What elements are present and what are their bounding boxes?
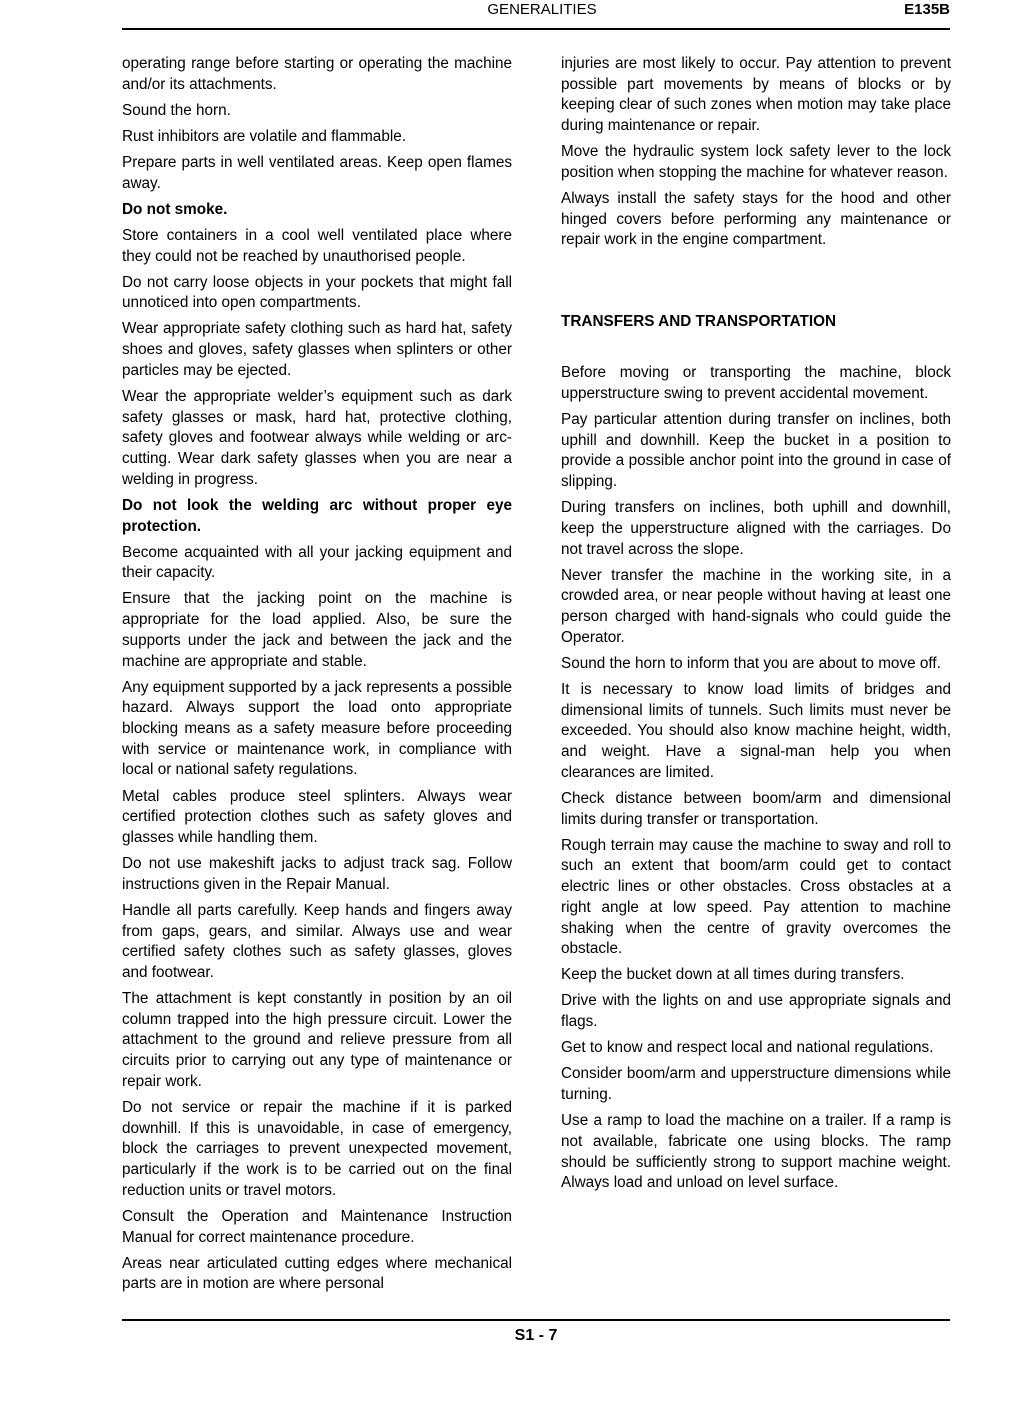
- section-title: GENERALITIES: [487, 1, 597, 18]
- page-footer: [122, 1319, 950, 1344]
- paragraph: Rust inhibitors are volatile and flammable.: [122, 127, 406, 145]
- page-header: [122, 0, 950, 30]
- paragraph: Move the hydraulic system lock safety lever to the lock position when stopping the machine for whatever reason.: [561, 143, 951, 181]
- spacer: [561, 332, 951, 363]
- paragraph: Get to know and respect local and national regulations.: [561, 1039, 934, 1057]
- warning-paragraph: Do not smoke.: [122, 200, 228, 218]
- paragraph: Become acquainted with all your jacking equipment and their capacity.: [122, 543, 512, 582]
- paragraph: Sound the horn to inform that you are about to move off.: [561, 654, 941, 672]
- model-code: E135B: [904, 1, 950, 18]
- paragraph: Do not use makeshift jacks to adjust track sag. Follow instructions given in the Repair Manual.: [122, 855, 512, 893]
- section-heading: TRANSFERS AND TRANSPORTATION: [561, 312, 837, 330]
- paragraph: Wear the appropriate welder’s equipment such as dark safety glasses or mask, hard hat, protective clothing, safety gloves and footwear always while welding or arc-cutting. Wear dark safety glasses when you are near a welding in progress.: [122, 387, 512, 488]
- paragraph: Metal cables produce steel splinters. Always wear certified protection clothes such as safety gloves and glasses while handling them.: [122, 787, 512, 846]
- paragraph: Always install the safety stays for the hood and other hinged covers before performing any maintenance or repair work in the engine compartment.: [561, 190, 951, 249]
- paragraph: Do not carry loose objects in your pockets that might fall unnoticed into open compartments.: [122, 273, 512, 312]
- paragraph: It is necessary to know load limits of bridges and dimensional limits of tunnels. Such limits must never be exceeded. You should also know machine height, width, and weight. Have a signal-man help you when clearances are limited.: [561, 681, 951, 781]
- paragraph: Check distance between boom/arm and dimensional limits during transfer or transportation.: [561, 789, 951, 828]
- paragraph: injuries are most likely to occur. Pay attention to prevent possible part movements by means of blocks or by keeping clear of such zones when motion may take place during maintenance or repair.: [561, 55, 951, 135]
- page-number: S1 - 7: [514, 1327, 558, 1344]
- paragraph: Before moving or transporting the machine, block upperstructure swing to prevent accidental movement.: [561, 364, 951, 402]
- paragraph: Pay particular attention during transfer on inclines, both uphill and downhill. Keep the bucket in a position to provide a possible anchor point into the ground in case of slipping.: [561, 411, 951, 491]
- right-column: [561, 54, 951, 1199]
- paragraph: Prepare parts in well ventilated areas. Keep open flames away.: [122, 153, 512, 192]
- paragraph: Do not service or repair the machine if it is parked downhill. If this is unavoidable, in case of emergency, block the carriages to prevent unexpected movement, particularly if the work is to be carried out on the final reduction units or travel motors.: [122, 1098, 512, 1199]
- left-column: [122, 54, 512, 1300]
- paragraph: Ensure that the jacking point on the machine is appropriate for the load applied. Also, be sure the supports under the jack and between the jack and the machine are appropriate and stable.: [122, 590, 512, 670]
- paragraph: Store containers in a cool well ventilated place where they could not be reached by unauthorised people.: [122, 226, 512, 265]
- paragraph: Consult the Operation and Maintenance Instruction Manual for correct maintenance procedure.: [122, 1207, 512, 1246]
- spacer: [561, 257, 951, 312]
- paragraph: Consider boom/arm and upperstructure dimensions while turning.: [561, 1065, 951, 1103]
- paragraph: Wear appropriate safety clothing such as hard hat, safety shoes and gloves, safety glasses when splinters or other particles may be ejected.: [122, 320, 512, 379]
- paragraph: Drive with the lights on and use appropriate signals and flags.: [561, 992, 951, 1031]
- paragraph: Keep the bucket down at all times during transfers.: [561, 966, 905, 984]
- paragraph: The attachment is kept constantly in position by an oil column trapped into the high pressure circuit. Lower the attachment to the ground and relieve pressure from all circuits prior to carrying out any type of maintenance or repair work.: [122, 990, 512, 1090]
- paragraph: Areas near articulated cutting edges where mechanical parts are in motion are where personal: [122, 1254, 512, 1293]
- paragraph: Any equipment supported by a jack represents a possible hazard. Always support the load onto appropriate blocking means as a safety measure before proceeding with service or maintenance work, in compliance with local or national safety regulations.: [122, 678, 512, 779]
- paragraph: Rough terrain may cause the machine to sway and roll to such an extent that boom/arm could get to contact electric lines or other obstacles. Cross obstacles at a right angle at low speed. Pay attention to machine shaking when the centre of gravity overcomes the obstacle.: [561, 836, 951, 958]
- paragraph: Use a ramp to load the machine on a trailer. If a ramp is not available, fabricate one using blocks. The ramp should be sufficiently strong to support machine weight. Always load and unload on level surface.: [561, 1112, 951, 1192]
- paragraph: operating range before starting or operating the machine and/or its attachments.: [122, 55, 512, 93]
- paragraph: Sound the horn.: [122, 101, 231, 119]
- warning-paragraph: Do not look the welding arc without proper eye protection.: [122, 496, 512, 535]
- paragraph: During transfers on inclines, both uphill and downhill, keep the upperstructure aligned with the carriages. Do not travel across the slope.: [561, 499, 951, 558]
- paragraph: Handle all parts carefully. Keep hands and fingers away from gaps, gears, and similar. Always use and wear certified safety clothes such as safety glasses, gloves and footwear.: [122, 901, 512, 981]
- paragraph: Never transfer the machine in the working site, in a crowded area, or near people without having at least one person charged with hand-signals who could guide the Operator.: [561, 566, 951, 646]
